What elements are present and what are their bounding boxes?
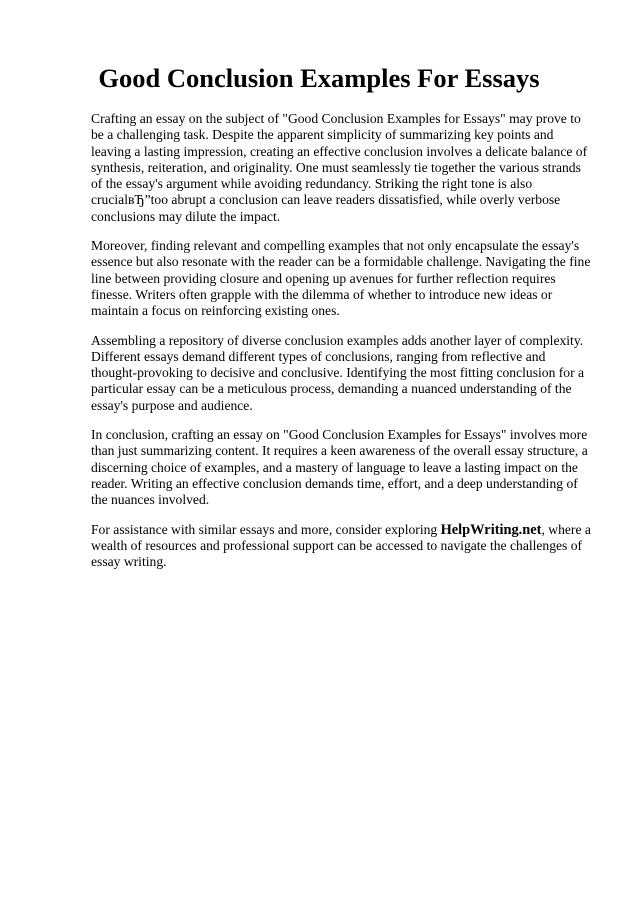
paragraph-conclusion: In conclusion, crafting an essay on "Good Conclusion Examples for Essays" involves more than just summarizing content. It requires a keen awareness of the overall essay structure, a discerning choice of examples, and a mastery of language to leave a lasting impact on the reader. Writing an effective conclusion demands time, effort, and a deep understanding of the nuances involved. bbox=[91, 427, 588, 508]
brand-name: HelpWriting.net bbox=[440, 521, 542, 538]
closing-text-before: For assistance with similar essays and more, consider exploring bbox=[91, 521, 441, 537]
paragraph-repository: Assembling a repository of diverse conclusion examples adds another layer of complexity. Different essays demand different types of conclusions, ranging from reflective and thought-provoking to decisive and conclusive. Identifying the most fitting conclusion for a particular essay can be a meticulous process, demanding a nuanced understanding of the essay's purpose and audience. bbox=[91, 332, 585, 413]
page-title: Good Conclusion Examples For Essays bbox=[98, 63, 540, 93]
closing-text-after: , where a wealth of resources and professional support can be accessed to navigate the challenges of essay writing. bbox=[91, 521, 591, 570]
paragraph-closing bbox=[91, 522, 591, 571]
paragraph-examples: Moreover, finding relevant and compelling examples that not only encapsulate the essay's essence but also resonate with the reader can be a formidable challenge. Navigating the fine line between providing closure and opening up avenues for further reflection requires finesse. Writers often grapple with the dilemma of whether to introduce new ideas or maintain a focus on reinforcing existing ones. bbox=[91, 238, 591, 319]
paragraph-intro: Crafting an essay on the subject of "Good Conclusion Examples for Essays" may prove to be a challenging task. Despite the apparent simplicity of summarizing key points and leaving a lasting impression, creating an effective conclusion involves a delicate balance of synthesis, reiteration, and originality. One must seamlessly tie together the various strands of the essay's argument while avoiding redundancy. Striking the right tone is also crucialвЂ”too abrupt a conclusion can leave readers dissatisfied, while overly verbose conclusions may dilute the impact. bbox=[91, 111, 588, 224]
